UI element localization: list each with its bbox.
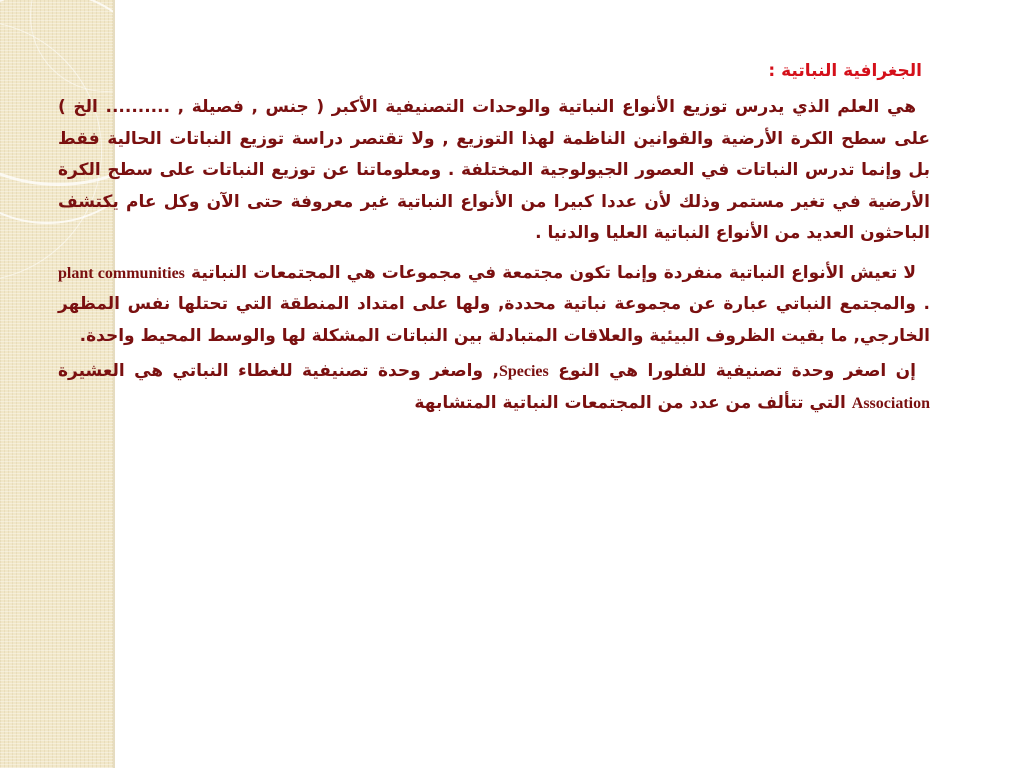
paragraph-plant-communities xyxy=(58,258,930,353)
paragraph-text: لا تعيش الأنواع النباتية منفردة وإنما تكون مجتمعة في مجموعات هي المجتمعات النباتية xyxy=(191,262,916,283)
slide-title: الجغرافية النباتية : xyxy=(768,61,922,81)
paragraph-text: إن اصغر وحدة تصنيفية للفلورا هي النوع xyxy=(558,361,916,381)
term-plant-communities: plant communities xyxy=(58,264,185,282)
term-species: Species xyxy=(498,363,549,380)
paragraph-text: . والمجتمع النباتي عبارة عن مجموعة نباتية محددة, ولها على امتداد المنطقة التي تحتلها نفس المظهر الخارجي, ما بقيت الظروف البيئية والعلاقات المتبادلة بين النباتات المشكلة لها والوسط المحيط واحدة. xyxy=(58,294,930,346)
paragraph-definition: هي العلم الذي يدرس توزيع الأنواع النباتية والوحدات التصنيفية الأكبر ( جنس , فصيلة , .......... الخ ) على سطح الكرة الأرضية والقوانين الناظمة لهذا التوزيع , ولا تقتصر دراسة توزيع النباتات الحالية فقط بل وإنما تدرس النباتات في العصور الجيولوجية المختلفة . ومعلوماتنا عن توزيع النباتات على سطح الكرة الأرضية في تغير مستمر وذلك لأن عددا كبيرا من الأنواع النباتية غير معروفة حتى الآن وكل عام يكتشف الباحثون العديد من الأنواع النباتية العليا والدنيا . xyxy=(58,97,930,243)
slide-content xyxy=(58,56,930,423)
term-association: Association xyxy=(851,394,930,412)
paragraph-text: التي تتألف من عدد من المجتمعات النباتية المتشابهة xyxy=(414,392,846,413)
paragraph-text: , واصغر وحدة تصنيفية للغطاء النباتي هي العشيرة xyxy=(58,361,499,381)
paragraph-taxonomic-units xyxy=(58,356,930,419)
